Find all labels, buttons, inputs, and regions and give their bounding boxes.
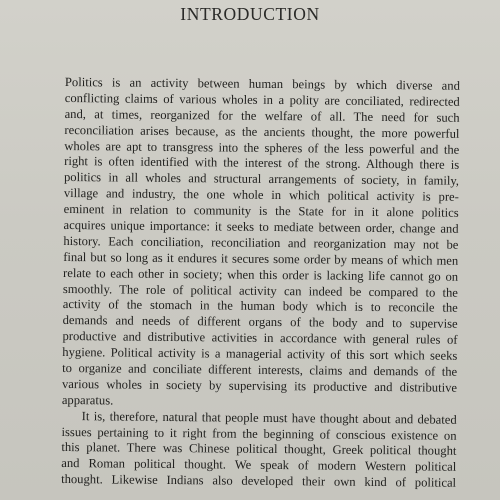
paragraph-2 [61,409,457,492]
text-line: this planet. There was Chinese political thought, Greek political thought [61,440,457,459]
text-line: history. Each conciliation, reconciliation and reorganization may not be [63,233,459,252]
chapter-title: INTRODUCTION [180,4,320,24]
text-line: demands and needs of different organs of the body and to supervise [62,313,458,332]
text-line: smoothly. The role of political activity can indeed be compared to the [62,281,458,300]
text-line: reconciliation arises because, as the ancients thought, the more powerful [64,122,460,141]
text-line: to organize and conciliate different interests, claims and demands of the [62,361,458,379]
text-line: thought. Likewise Indians also developed their own kind of political [61,472,457,491]
text-line: hygiene. Political activity is a managerial activity of this sort which seeks [62,345,458,363]
text-line: activity of the stomach in the human body which is to reconcile the [62,297,458,316]
text-line: various wholes in society by supervising its productive and distributive [61,376,458,395]
text-line: acquires unique importance: it seeks to mediate between order, change and [63,218,459,236]
text-line: It is, therefore, natural that people must have thought about and debated [81,408,457,427]
text-line: village and industry, the one whole in which political activity is pre- [63,186,459,205]
body-text [61,75,460,492]
text-line: final but so long as it endures it secures some order by means of which men [63,249,459,268]
text-line: issues pertaining to it right from the beginning of conscious existence on [61,424,457,443]
text-line: and, at times, reorganized for the welfare of all. The need for such [64,106,460,125]
text-line: relate to each other in society; when this order is lacking life cannot go on [63,265,459,284]
text-line: wholes are apt to transgress into the spheres of the less powerful and the [64,138,460,157]
text-line: conflicting claims of various wholes in a polity are conciliated, redirected [64,90,460,109]
text-line: apparatus. [61,392,114,408]
text-line: productive and distributive activities in accordance with general rules of [62,329,458,348]
text-line: and Roman political thought. We speak of modern Western political [61,456,457,475]
text-line: Politics is an activity between human beings by which diverse and [64,75,460,93]
paragraph-1 [62,75,460,412]
text-line: right is often identified with the interest of the strong. Although there is [64,154,460,173]
text-line: politics in all wholes and structural arrangements of society, in family, [63,170,460,189]
text-line: eminent in relation to community is the State for in it alone politics [63,202,459,220]
